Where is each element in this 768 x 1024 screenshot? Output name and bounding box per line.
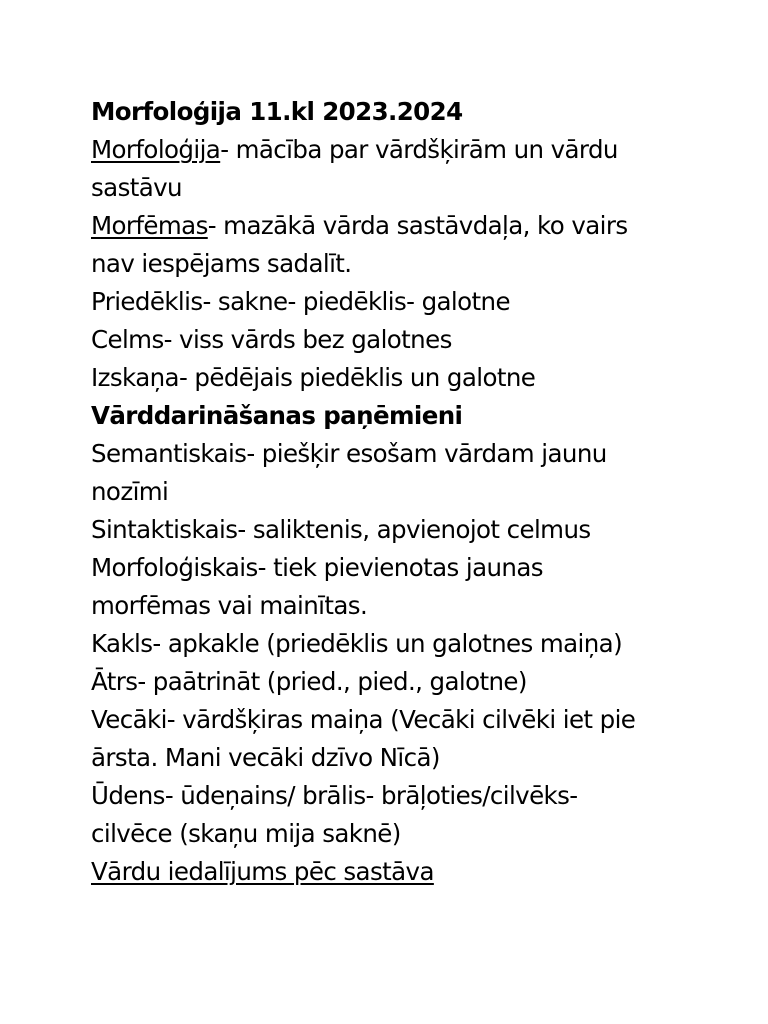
definition-morfologija-line1 <box>91 131 751 169</box>
line-semantiskais-2: nozīmi <box>91 477 169 506</box>
definition-morfologija-line2: sastāvu <box>91 173 182 202</box>
line-sintaktiskais: Sintaktiskais- saliktenis, apvienojot celmus <box>91 515 591 544</box>
line-vecaki-1: Vecāki- vārdšķiras maiņa (Vecāki cilvēki iet pie <box>91 705 636 734</box>
definition-morfologija-text: - mācība par vārdšķirām un vārdu <box>220 135 618 164</box>
line-morfologiskais-1: Morfoloģiskais- tiek pievienotas jaunas <box>91 553 543 582</box>
line-kakls: Kakls- apkakle (priedēklis un galotnes maiņa) <box>91 629 623 658</box>
term-morfemas: Morfēmas <box>91 211 208 240</box>
definition-morfemas-line1 <box>91 207 751 245</box>
line-semantiskais-1: Semantiskais- piešķir esošam vārdam jaunu <box>91 439 607 468</box>
line-celms: Celms- viss vārds bez galotnes <box>91 325 452 354</box>
document-page <box>91 93 751 891</box>
heading-vardu-iedalijums: Vārdu iedalījums pēc sastāva <box>91 857 434 886</box>
line-izskana: Izskaņa- pēdējais piedēklis un galotne <box>91 363 536 392</box>
heading-vardu-iedalijums-line <box>91 853 751 891</box>
line-vecaki-2: ārsta. Mani vecāki dzīvo Nīcā) <box>91 743 440 772</box>
line-udens-1: Ūdens- ūdeņains/ brālis- brāļoties/cilvēks- <box>91 781 578 810</box>
term-morfologija: Morfoloģija <box>91 135 221 164</box>
document-title: Morfoloģija 11.kl 2023.2024 <box>91 97 463 126</box>
definition-morfemas-text: - mazākā vārda sastāvdaļa, ko vairs <box>207 211 628 240</box>
line-morfologiskais-2: morfēmas vai mainītas. <box>91 591 368 620</box>
line-atrs: Ātrs- paātrināt (pried., pied., galotne) <box>91 667 527 696</box>
line-udens-2: cilvēce (skaņu mija saknē) <box>91 819 401 848</box>
line-priedeklis: Priedēklis- sakne- piedēklis- galotne <box>91 287 510 316</box>
heading-varddarinasana: Vārddarināšanas paņēmieni <box>91 401 463 430</box>
definition-morfemas-line2: nav iespējams sadalīt. <box>91 249 352 278</box>
